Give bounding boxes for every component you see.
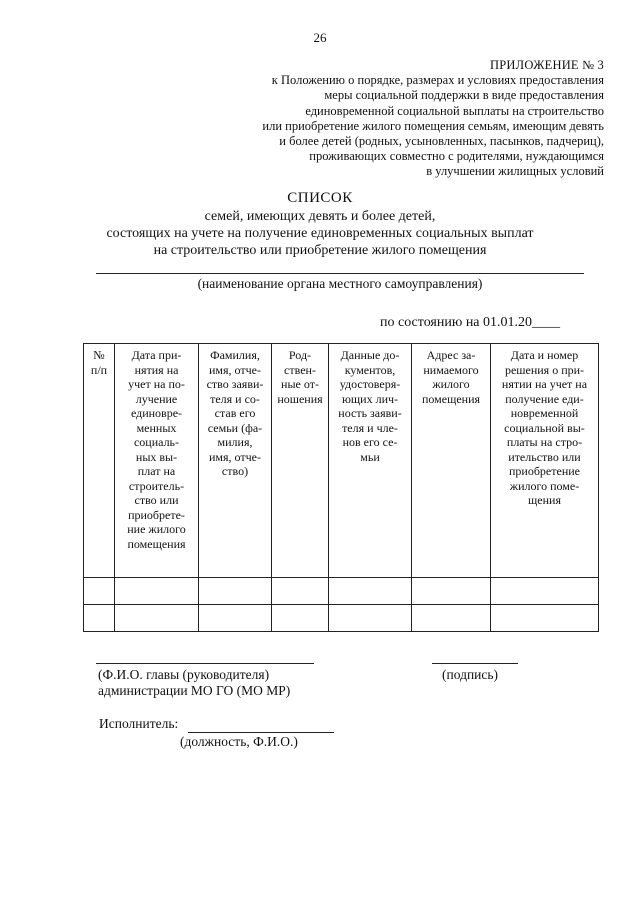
header-text-line: приобретение (508, 464, 580, 478)
head-name-caption (98, 667, 290, 699)
list-title: СПИСОК (287, 190, 353, 206)
header-text-line: ные от- (281, 377, 319, 391)
table-cell (84, 605, 115, 632)
header-text-line: нимаемого (423, 362, 479, 377)
head-caption-line: (Ф.И.О. главы (руководителя) (98, 667, 270, 682)
header-col-kinship (272, 344, 329, 578)
header-text-line: ство или (134, 493, 179, 507)
header-text-line: Дата при- (131, 348, 182, 362)
subtitle-line: на строительство или приобретение жилого помещения (153, 243, 487, 258)
table-cell (412, 605, 491, 632)
header-text-line: нов его се- (342, 435, 398, 449)
head-name-blank-line (96, 663, 314, 664)
org-name-caption: (наименование органа местного самоуправления) (197, 276, 483, 291)
header-text-line: строитель- (128, 478, 185, 493)
header-text-line: лучение (135, 391, 178, 406)
header-text-line: Дата и номер (510, 348, 579, 362)
header-text-line: плат на (137, 464, 176, 478)
subtitle-line: семей, имеющих девять и более детей, (204, 209, 436, 224)
appendix-line: или приобретение жилого помещения семьям, имеющим девять (262, 118, 604, 133)
signature-blank-line (432, 663, 518, 664)
header-text-line: щения (528, 493, 561, 507)
table-cell (412, 578, 491, 605)
header-text-line: Род- (288, 348, 312, 362)
header-text-line: менных (136, 420, 177, 435)
table-cell (272, 605, 329, 632)
header-text-line: ство) (221, 464, 249, 478)
header-text-line: имя, отче- (209, 362, 261, 377)
table-cell (329, 578, 412, 605)
header-text-line: ние жилого (127, 522, 186, 536)
header-text-line: приобрете- (128, 507, 185, 522)
appendix-line: к Положению о порядке, размерах и условиях предоставления (271, 73, 604, 88)
appendix-line: в улучшении жилищных условий (426, 164, 604, 179)
header-text-line: новременной (510, 406, 579, 420)
table-cell (329, 605, 412, 632)
appendix-block (184, 58, 604, 180)
header-text-line: имя, отче- (209, 449, 261, 464)
header-col-documents (329, 344, 412, 578)
header-text-line: удостоверя- (339, 377, 401, 391)
header-text-line: кументов, (344, 362, 396, 377)
header-text-line: нятия на (134, 362, 179, 377)
subtitle-line: состоящих на учете на получение единовременных социальных выплат (106, 226, 534, 241)
header-col-decision (491, 344, 599, 578)
header-text-line: семьи (фа- (207, 420, 263, 435)
appendix-line: проживающих совместно с родителями, нуждающимся (309, 149, 604, 164)
families-table (83, 343, 599, 632)
header-text-line: ющих лич- (341, 391, 399, 406)
as-of-date: по состоянию на 01.01.20____ (380, 315, 561, 330)
header-text-line: социальной вы- (504, 420, 585, 435)
header-text-line: мьи (360, 449, 380, 464)
header-text-line: жилого (432, 377, 470, 391)
header-col-registration-date (115, 344, 199, 578)
header-text-line: Фамилия, (210, 348, 260, 362)
table-header-row (84, 344, 599, 578)
header-text-line: Данные до- (340, 348, 400, 362)
table-cell (491, 578, 599, 605)
appendix-line: и более детей (родных, усыновленных, пасынков, падчериц), (279, 134, 604, 149)
appendix-title: ПРИЛОЖЕНИЕ № 3 (490, 58, 604, 72)
header-text-line: социаль- (133, 435, 180, 449)
header-text-line: жилого поме- (509, 478, 580, 493)
appendix-line: единовременной социальной выплаты на строительство (305, 103, 604, 118)
header-text-line: помещения (421, 391, 481, 406)
header-text-line: ительство или (508, 449, 581, 464)
header-text-line: теля и со- (210, 391, 260, 406)
head-caption-line: администрации МО ГО (МО МР) (98, 683, 291, 698)
header-text-line: ношения (277, 391, 323, 406)
table-cell (115, 605, 199, 632)
org-name-blank-line (96, 273, 584, 274)
table-row (84, 578, 599, 605)
header-col-address (412, 344, 491, 578)
header-text-line: ство заяви- (206, 377, 264, 391)
header-text-line: помещения (127, 536, 186, 551)
header-text-line: п/п (90, 362, 108, 377)
list-subtitle (90, 208, 550, 259)
header-text-line: ных вы- (135, 449, 178, 464)
table-cell (199, 578, 272, 605)
header-text-line: нятии на учет на (501, 377, 588, 391)
header-text-line: став его (214, 406, 256, 420)
header-text-line: учет на по- (128, 377, 185, 391)
table-cell (84, 578, 115, 605)
header-text-line: № (93, 348, 105, 362)
table-row (84, 605, 599, 632)
header-text-line: теля и чле- (342, 420, 398, 435)
header-text-line: единовре- (130, 406, 183, 420)
header-text-line: Адрес за- (426, 348, 476, 362)
header-col-number (84, 344, 115, 578)
header-text-line: ность заяви- (338, 406, 402, 420)
page-number: 26 (313, 30, 327, 45)
header-text-line: платы на стро- (506, 435, 583, 449)
executor-label: Исполнитель: (99, 716, 179, 731)
header-col-applicant-name (199, 344, 272, 578)
table-cell (272, 578, 329, 605)
table-cell (199, 605, 272, 632)
signature-caption: (подпись) (442, 667, 499, 682)
header-text-line: решения о при- (504, 362, 585, 377)
appendix-line: меры социальной поддержки в виде предоставления (324, 88, 604, 103)
header-text-line: получение еди- (505, 391, 584, 406)
table-cell (115, 578, 199, 605)
table-cell (491, 605, 599, 632)
header-text-line: ствен- (284, 362, 316, 377)
executor-blank-line (188, 732, 334, 733)
header-text-line: милия, (217, 435, 253, 449)
executor-caption: (должность, Ф.И.О.) (180, 734, 298, 749)
